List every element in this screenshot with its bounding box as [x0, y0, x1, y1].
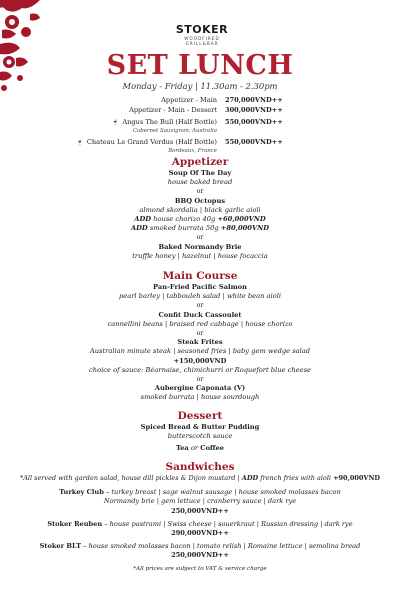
or-divider: or — [196, 302, 204, 310]
wine-glass-icon: 🍷 — [111, 119, 120, 126]
dish-desc: truffle honey | hazelnut | house focaccia — [132, 251, 268, 260]
brand-logo — [172, 24, 232, 46]
wine-origin: Bordeaux, France — [168, 148, 217, 154]
price-label: Appetizer - Main — [161, 96, 217, 104]
menu-hours: Monday - Friday | 11.30am - 2.30pm — [122, 81, 278, 91]
wine-note-row — [0, 128, 400, 138]
price-row — [0, 106, 400, 116]
dish-desc: Australian minute steak | seasoned fries | baby gem wedge salad — [89, 347, 311, 356]
brand-line2: GRILL&BAR — [185, 41, 219, 46]
dish-addon: ADD house chorizo 40g +60,000VND — [134, 215, 266, 224]
sandwich-desc: Normandy brie | gem lettuce | cranberry sauce | dark rye — [103, 497, 297, 506]
wine-glass-icon: 🍷 — [76, 139, 84, 146]
dish-desc: cannellini beans | braised red cabbage | house chorizo — [107, 319, 293, 328]
section-heading: Appetizer — [171, 156, 229, 168]
dish-name: Aubergine Caponata (V) — [154, 384, 246, 393]
dish-name: Spiced Bread & Butter Pudding — [140, 423, 260, 431]
dish-name: Baked Normandy Brie — [158, 242, 242, 251]
sandwich-price: 290,000VND++ — [171, 529, 229, 538]
dish-name: Soup Of The Day — [168, 169, 232, 177]
or-divider: or — [196, 188, 204, 196]
or-divider: or — [196, 376, 204, 384]
wine-label: Angus The Bull (Half Bottle) — [122, 118, 217, 126]
sandwich-item: Stoker Reuben – house pastrami | Swiss cheese | sauerkraut | Russian dressing | dark rye — [47, 519, 353, 528]
footer-note: *All prices are subject to VAT & service charge — [133, 565, 267, 572]
sandwiches-section — [0, 461, 400, 572]
dish-name: Confit Duck Cassoulet — [158, 310, 242, 319]
price-value: 270,000VND++ — [225, 96, 283, 104]
dish-desc: house baked bread — [167, 178, 233, 187]
wine-label: Chateau Le Grand Verdus (Half Bottle) — [86, 138, 217, 146]
dessert-section — [0, 410, 400, 454]
dish-price: +150,000VND — [173, 356, 227, 365]
sandwich-price: 250,000VND++ — [171, 551, 229, 560]
dish-desc: almond skordalia | black garlic aioli — [139, 205, 261, 214]
sandwich-intro: *All served with garden salad, house dill pickles & Dijon mustard | ADD french fries with aioli +90,000VND — [19, 474, 381, 482]
sandwich-item: Turkey Club – turkey breast | sage walnut sausage | house smoked molasses bacon — [59, 488, 341, 497]
price-value: 300,000VND++ — [225, 106, 283, 114]
dish-name: Steak Frites — [177, 338, 223, 347]
brand-line1: WOODFIRED — [184, 36, 220, 41]
wine-origin: Cabernet Sauvignon, Australia — [132, 128, 217, 134]
price-list — [0, 96, 400, 158]
price-row — [0, 96, 400, 106]
dish-sauce: choice of sauce: Béarnaise, chimichurri or Roquefort blue cheese — [89, 365, 311, 374]
section-heading: Main Course — [162, 270, 238, 282]
price-label: Appetizer - Main - Dessert — [129, 106, 217, 114]
or-divider: or — [196, 330, 204, 338]
wine-row — [0, 138, 400, 148]
wine-price: 550,000VND++ — [225, 138, 283, 146]
brand-name: STOKER — [175, 23, 229, 36]
dish-desc: smoked burrata | house sourdough — [140, 393, 260, 402]
sandwich-item: Stoker BLT – house smoked molasses bacon | tomato relish | Romaine lettuce | semolina bread — [39, 542, 361, 551]
appetizer-section — [0, 156, 400, 261]
section-heading: Sandwiches — [165, 461, 235, 473]
dish-addon: ADD smoked burrata 50g +80,000VND — [130, 224, 270, 233]
wine-price: 550,000VND++ — [225, 118, 283, 126]
menu-title: SET LUNCH — [106, 50, 294, 81]
sandwich-price: 250,000VND++ — [171, 506, 229, 515]
tea-or-coffee: Tea or Coffee — [175, 444, 225, 453]
main-course-section — [0, 270, 400, 403]
dish-desc: pearl barley | tabbouleh salad | white bean aioli — [119, 292, 281, 301]
wine-row — [0, 118, 400, 128]
dish-desc: butterscotch sauce — [167, 432, 233, 441]
dish-name: Pan-Fried Pacific Salmon — [153, 283, 247, 291]
or-divider: or — [196, 234, 204, 242]
dish-name: BBQ Octopus — [174, 196, 226, 205]
section-heading: Dessert — [177, 410, 223, 422]
